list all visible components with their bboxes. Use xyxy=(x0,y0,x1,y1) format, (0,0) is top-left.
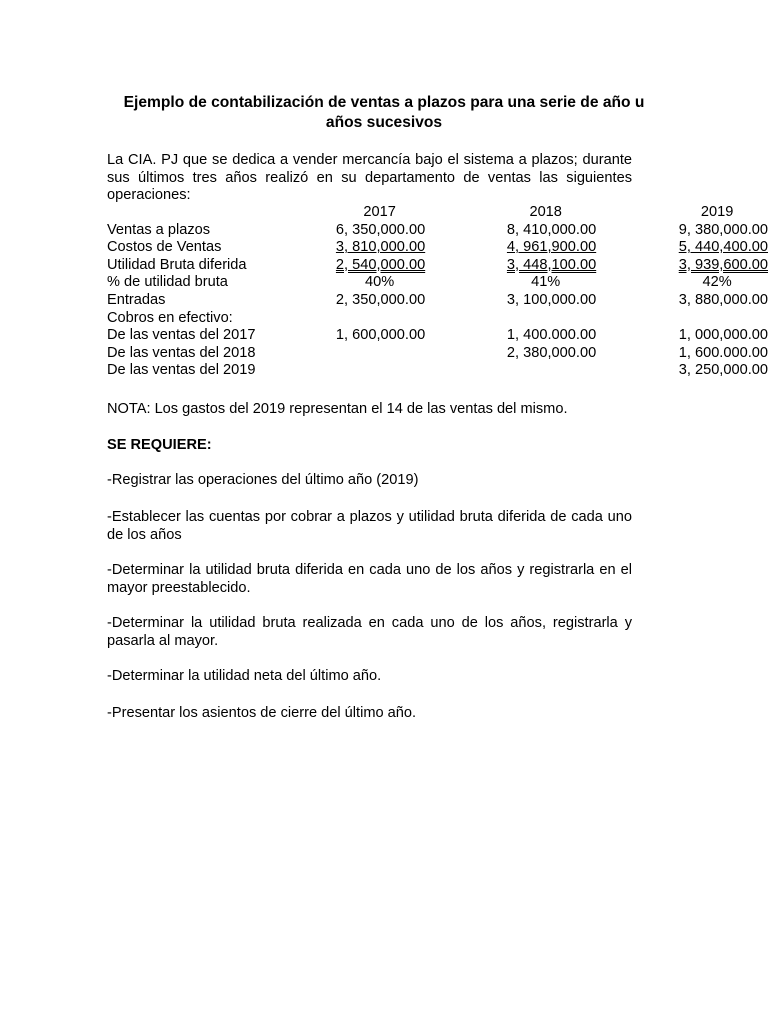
table-row xyxy=(107,362,768,380)
cell-value: 4, 961,900.00 xyxy=(506,239,597,256)
intro-line: La CIA. PJ que se dedica a vender mercancía bajo el sistema a plazos; durante xyxy=(107,152,632,168)
table-row xyxy=(107,222,768,240)
table-row xyxy=(107,292,768,310)
cell-value: 8, 410,000.00 xyxy=(506,221,597,238)
nota-paragraph: NOTA: Los gastos del 2019 representan el 14 de las ventas del mismo. xyxy=(107,401,568,417)
cell-value: 2, 540,000.00 xyxy=(335,256,426,273)
cell-value: 3, 448,100.00 xyxy=(506,256,597,273)
year-header: 2018 xyxy=(529,204,562,221)
requirement-item: -Determinar la utilidad bruta diferida en cada uno de los años y registrarla en el mayor preestablecido. xyxy=(107,562,632,596)
row-label: Costos de Ventas xyxy=(107,239,222,256)
intro-paragraph xyxy=(107,152,632,205)
year-header-row xyxy=(107,204,768,222)
cell-value: 3, 250,000.00 xyxy=(678,362,768,379)
row-label: Cobros en efectivo: xyxy=(107,309,233,326)
cell-value: 1, 400.000.00 xyxy=(506,327,597,344)
row-label: Entradas xyxy=(107,292,166,309)
cell-value: 3, 810,000.00 xyxy=(335,239,426,256)
requirement-item: -Presentar los asientos de cierre del último año. xyxy=(107,705,417,721)
cell-value: 1, 000,000.00 xyxy=(678,327,768,344)
table-row xyxy=(107,327,768,345)
document-title: Ejemplo de contabilización de ventas a plazos para una serie de año u años sucesivos xyxy=(123,94,645,131)
cell-value: 6, 350,000.00 xyxy=(335,221,426,238)
requirement-item: -Determinar la utilidad bruta realizada en cada uno de los años, registrarla y pasarla al mayor. xyxy=(107,615,632,649)
intro-line: sus últimos tres años realizó en su departamento de ventas las siguientes xyxy=(107,169,632,186)
requirement-item: -Establecer las cuentas por cobrar a plazos y utilidad bruta diferida de cada uno de los años xyxy=(107,509,632,543)
table-row xyxy=(107,274,768,292)
cell-value: 1, 600.000.00 xyxy=(678,344,768,361)
se-requiere-heading: SE REQUIERE: xyxy=(107,437,212,453)
cell-value: 5, 440,400.00 xyxy=(678,239,768,256)
cell-value: 3, 100,000.00 xyxy=(506,292,597,309)
row-label: % de utilidad bruta xyxy=(107,274,228,291)
operations-table xyxy=(107,204,768,380)
table-row xyxy=(107,257,768,275)
table-row xyxy=(107,239,768,257)
cell-value: 3, 880,000.00 xyxy=(678,292,768,309)
cell-value: 41% xyxy=(531,274,561,291)
row-label: De las ventas del 2017 xyxy=(107,327,256,344)
cell-value: 9, 380,000.00 xyxy=(678,221,768,238)
row-label: De las ventas del 2019 xyxy=(107,362,256,379)
cell-value: 3, 939,600.00 xyxy=(678,256,768,273)
cell-value: 2, 350,000.00 xyxy=(335,292,426,309)
requirement-item: -Registrar las operaciones del último año (2019) xyxy=(107,472,419,488)
row-label: De las ventas del 2018 xyxy=(107,344,256,361)
cell-value: 40% xyxy=(365,274,395,291)
cell-value: 1, 600,000.00 xyxy=(335,327,426,344)
year-header: 2019 xyxy=(700,204,734,221)
intro-line: operaciones: xyxy=(107,187,191,203)
cell-value: 42% xyxy=(702,274,732,291)
table-row xyxy=(107,345,768,363)
cell-value: 2, 380,000.00 xyxy=(506,344,597,361)
table-row xyxy=(107,310,768,328)
year-header: 2017 xyxy=(363,204,396,221)
row-label: Utilidad Bruta diferida xyxy=(107,256,247,273)
requirement-item: -Determinar la utilidad neta del último año. xyxy=(107,668,382,684)
row-label: Ventas a plazos xyxy=(107,221,211,238)
